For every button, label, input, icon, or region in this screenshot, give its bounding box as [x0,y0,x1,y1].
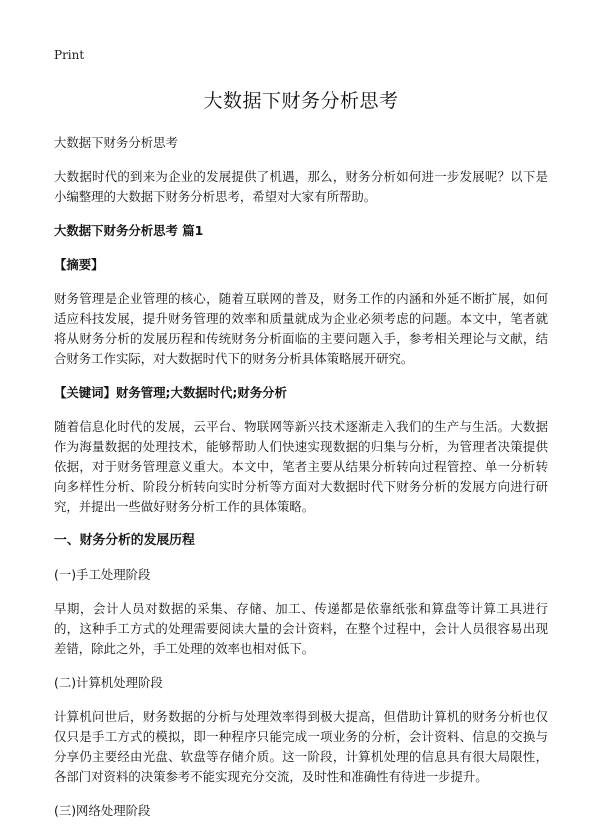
body-intro-paragraph: 随着信息化时代的发展，云平台、物联网等新兴技术逐渐走入我们的生产与生活。大数据作为海量数据的处理技术，能够帮助人们快速实现数据的归集与分析，为管理者决策提供依据，对于财务管理意义重大。本文中，笔者主要从结果分析转向过程管控、单一分析转向多样性分析、阶段分析转向实时分析等方面对大数据时代下财务分析的发展方向进行研究，并提出一些做好财务分析工作的具体策略。 [54,419,548,514]
keywords-line: 【关键词】财务管理;大数据时代;财务分析 [54,385,287,400]
subsection-paragraph-2: 计算机问世后，财务数据的分析与处理效率得到极大提高，但借助计算机的财务分析也仅仅只是手工方式的模拟，即一种程序只能完成一项业务的分析，会计资料、信息的交换与分享仍主要经由光盘、软盘等存储介质。这一阶段，计算机处理的信息具有很大局限性，各部门对资料的决策参考不能实现充分交流，及时性和准确性有待进一步提升。 [54,709,548,784]
subsection-heading-1: (一)手工处理阶段 [54,567,151,582]
section-heading-1: 一、财务分析的发展历程 [54,533,195,548]
subsection-paragraph-1: 早期，会计人员对数据的采集、存储、加工、传递都是依靠纸张和算盘等计算工具进行的，这种手工方式的处理需要阅读大量的会计资料，在整个过程中，会计人员很容易出现差错，除此之外，手工处理的效率也相对低下。 [54,601,548,656]
document-title: 大数据下财务分析思考 [203,90,399,112]
abstract-label: 【摘要】 [54,257,104,272]
intro-paragraph: 大数据时代的到来为企业的发展提供了机遇，那么，财务分析如何进一步发展呢？以下是小编整理的大数据下财务分析思考，希望对大家有所帮助。 [54,169,548,204]
abstract-paragraph: 财务管理是企业管理的核心，随着互联网的普及，财务工作的内涵和外延不断扩展，如何适应科技发展，提升财务管理的效率和质量就成为企业必须考虑的问题。本文中，笔者就将从财务分析的发展历程和传统财务分析面临的主要问题入手，参考相关理论与文献，结合财务工作实际，对大数据时代下的财务分析具体策略展开研究。 [54,291,548,366]
article-heading: 大数据下财务分析思考 篇1 [54,223,204,238]
subsection-heading-2: (二)计算机处理阶段 [54,675,163,690]
print-link[interactable]: Print [54,48,85,62]
subsection-heading-3: (三)网络处理阶段 [54,803,151,818]
document-subtitle: 大数据下财务分析思考 [54,135,178,150]
